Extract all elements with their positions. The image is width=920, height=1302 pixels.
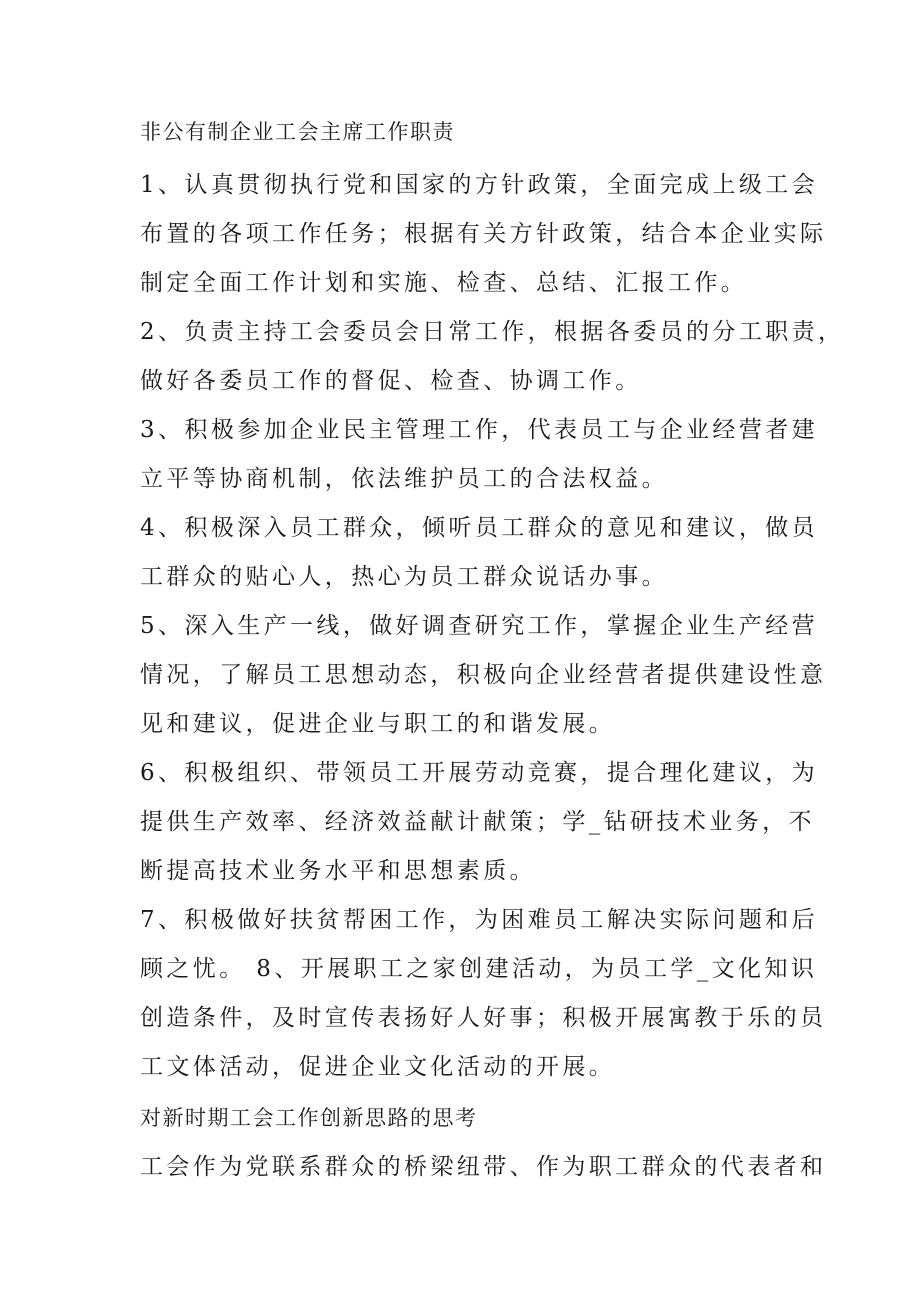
text-line: 做好各委员工作的督促、检查、协调工作。 <box>140 368 642 394</box>
section-heading: 对新时期工会工作创新思路的思考 <box>140 1106 478 1130</box>
text-line: 提供生产效率、经济效益献计献策；学_钻研技术业务，不 <box>140 809 815 835</box>
text-line: 5、深入生产一线，做好调查研究工作，掌握企业生产经营 <box>140 613 819 639</box>
text-line: 3、积极参加企业民主管理工作，代表员工与企业经营者建 <box>140 417 819 443</box>
text-line: 情况，了解员工思想动态，积极向企业经营者提供建设性意 <box>140 662 827 688</box>
text-line: 6、积极组织、带领员工开展劳动竞赛，提合理化建议，为 <box>140 760 819 786</box>
document-title: 非公有制企业工会主席工作职责 <box>140 120 455 144</box>
text-line: 1、认真贯彻执行党和国家的方针政策，全面完成上级工会 <box>140 172 819 198</box>
text-line: 工群众的贴心人，热心为员工群众说话办事。 <box>140 564 668 590</box>
text-line: 4、积极深入员工群众，倾听员工群众的意见和建议，做员 <box>140 515 819 541</box>
text-line: 2、负责主持工会委员会日常工作，根据各委员的分工职责， <box>140 319 845 345</box>
text-line: 工会作为党联系群众的桥梁纽带、作为职工群众的代表者和 <box>140 1154 827 1180</box>
text-line: 布置的各项工作任务；根据有关方针政策，结合本企业实际 <box>140 221 827 247</box>
text-line: 创造条件，及时宣传表扬好人好事；积极开展寓教于乐的员 <box>140 1005 827 1031</box>
text-line: 见和建议，促进企业与职工的和谐发展。 <box>140 711 616 737</box>
text-line: 顾之忧。 8、开展职工之家创建活动，为员工学_文化知识 <box>140 956 818 982</box>
text-line: 制定全面工作计划和实施、检查、总结、汇报工作。 <box>140 270 748 296</box>
text-line: 断提高技术业务水平和思想素质。 <box>140 858 536 884</box>
text-line: 7、积极做好扶贫帮困工作，为困难员工解决实际问题和后 <box>140 907 819 933</box>
text-line: 工文体活动，促进企业文化活动的开展。 <box>140 1054 616 1080</box>
text-line: 立平等协商机制，依法维护员工的合法权益。 <box>140 466 668 492</box>
